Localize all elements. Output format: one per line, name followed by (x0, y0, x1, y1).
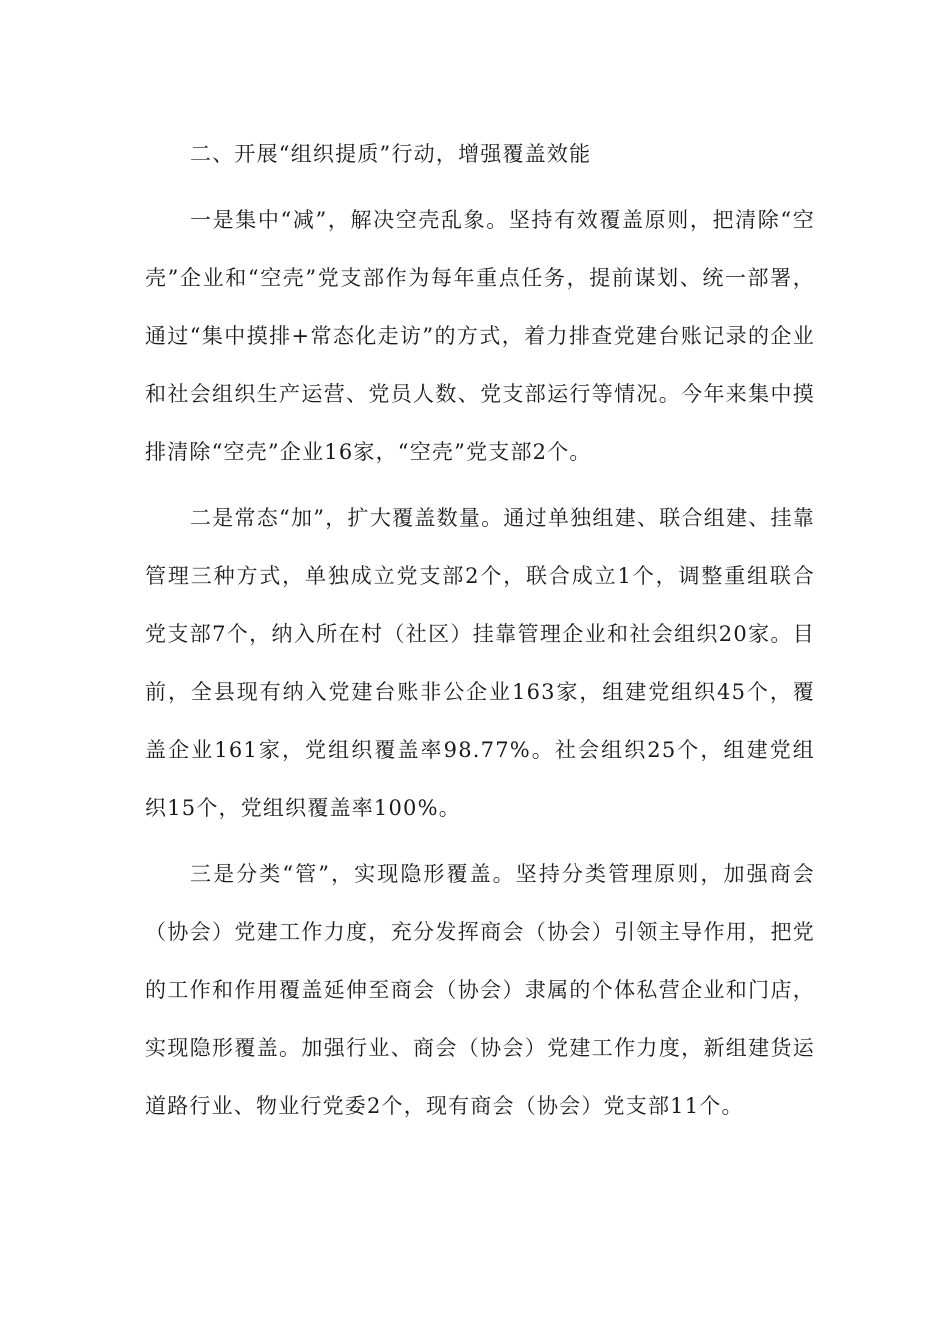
paragraph-manage: 三是分类“管”，实现隐形覆盖。坚持分类管理原则，加强商会（协会）党建工作力度，充分发挥商会（协会）引领主导作用，把党的工作和作用覆盖延伸至商会（协会）隶属的个体私营企业和门店，实现隐形覆盖。加强行业、商会（协会）党建工作力度，新组建货运道路行业、物业行党委2个，现有商会（协会）党支部11个。 (145, 862, 815, 1118)
section-heading: 二、开展“组织提质”行动，增强覆盖效能 (190, 142, 592, 166)
paragraph-reduce: 一是集中“减”，解决空壳乱象。坚持有效覆盖原则，把清除“空壳”企业和“空壳”党支部作为每年重点任务，提前谋划、统一部署，通过“集中摸排+常态化走访”的方式，着力排查党建台账记录的企业和社会组织生产运营、党员人数、党支部运行等情况。今年来集中摸排清除“空壳”企业16家，“空壳”党支部2个。 (145, 208, 815, 464)
paragraph-add: 二是常态“加”，扩大覆盖数量。通过单独组建、联合组建、挂靠管理三种方式，单独成立党支部2个，联合成立1个，调整重组联合党支部7个，纳入所在村（社区）挂靠管理企业和社会组织20家。目前，全县现有纳入党建台账非公企业163家，组建党组织45个，覆盖企业161家，党组织覆盖率98.77%。社会组织25个，组建党组织15个，党组织覆盖率100%。 (145, 506, 815, 820)
